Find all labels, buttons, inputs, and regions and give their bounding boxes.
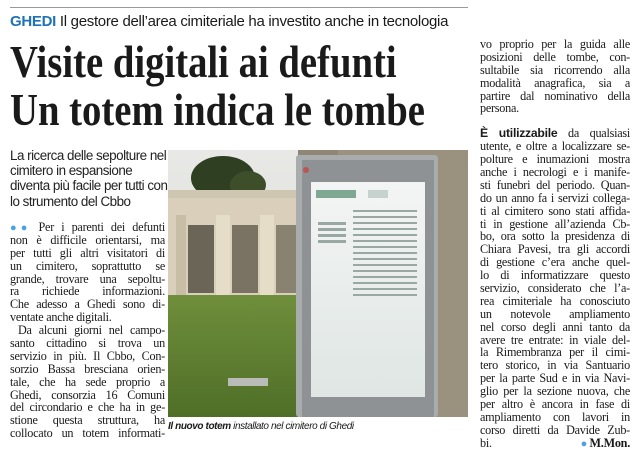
text-line: del circondario e che ha in ge- <box>10 400 165 415</box>
text-line-content: Per i parenti dei defunti <box>38 220 165 234</box>
text-line: collocato un totem informati- <box>10 426 165 441</box>
text-line: Che adesso a Ghedi sono di- <box>10 297 165 312</box>
kicker-text: Il gestore dell’area cimiteriale ha investito anche in tecnologia <box>59 13 449 30</box>
text-line: santo cittadino si trova un <box>10 336 165 351</box>
text-line: anche i necrologi e i manife- <box>480 165 630 180</box>
text-line: persona. <box>480 101 519 116</box>
text-line: utente, e oltre a localizzare se- <box>480 139 630 154</box>
caption-bold: Il nuovo totem <box>168 421 231 432</box>
text-line: tale, che ha sede proprio a <box>10 374 165 389</box>
text-line: nel corso degli anni tanto da <box>480 319 630 334</box>
caption-text: installato nel cimitero di Ghedi <box>233 421 354 432</box>
text-line: bo, ora sotto la presidenza di <box>480 229 630 244</box>
text-line: tero storico, in via Santuario <box>480 358 630 373</box>
text-line: di gestione c’era anche quel- <box>480 255 630 270</box>
kicker <box>10 13 448 30</box>
text-line: do un anno fa i servizi collega- <box>480 190 630 205</box>
text-line: ti in gestione all’azienda Cb- <box>480 216 630 231</box>
lead-in: È utilizzabile <box>480 126 558 141</box>
headline-line-1: Visite digitali ai defunti <box>10 37 397 87</box>
totem-photo-illustration <box>168 150 468 417</box>
text-line: per la parte Sud e in via Navi- <box>480 371 630 386</box>
top-rule <box>10 7 468 8</box>
text-line: posizioni delle tombe, con- <box>480 49 630 64</box>
headline-line-2: Un totem indica le tombe <box>10 85 425 135</box>
text-line: partire dal nominativo della <box>480 88 630 103</box>
text-line: avere tre entrate: in viale del- <box>480 332 630 347</box>
author-signature <box>581 437 630 451</box>
text-line: polture e inumazioni mostra <box>480 152 630 167</box>
text-line: sti funebri del periodo. Quan- <box>480 177 630 192</box>
text-line: ti al cimitero sono stati affida- <box>480 203 630 218</box>
text-line: vo proprio per la guida alle <box>480 37 630 51</box>
kicker-place: GHEDI <box>10 13 57 30</box>
deck: La ricerca delle sepolture nel cimitero in espansione diventa più facile per tutti con lo strumento del Cbbo <box>10 148 168 209</box>
text-line: per altro è ancora in fase di <box>480 397 630 412</box>
text-line: grande, trovare una sepoltu- <box>10 271 165 286</box>
text-line-content: bi. <box>480 435 492 450</box>
bullet-icon: ●● <box>10 222 39 234</box>
text-line: rea cimiteriale ha conosciuto <box>480 293 630 308</box>
text-line: non è difficile orientarsi, ma <box>10 232 165 247</box>
text-line: sorzio Bassa bresciana orien- <box>10 361 165 376</box>
text-line: stione questa struttura, ha <box>10 413 165 428</box>
text-line: ampliamento con lavori in <box>480 409 630 424</box>
text-line <box>10 221 165 234</box>
text-line: lo di informatizzare questo <box>480 268 630 283</box>
text-line: ra richiede informazioni. <box>10 284 165 299</box>
text-line <box>480 437 630 450</box>
left-column <box>10 221 165 440</box>
signature-text: M.Mon. <box>589 435 630 450</box>
right-column <box>480 38 630 451</box>
text-line: corso diretti da Davide Zub- <box>480 422 630 437</box>
headline <box>10 38 425 134</box>
text-line: ventate anche digitali. <box>10 310 112 325</box>
text-line: Ghedi, consorzia 16 Comuni <box>10 387 165 402</box>
text-line: modalità anagrafica, sia a <box>480 75 630 90</box>
text-line: sultabile sia ricorrendo alla <box>480 62 630 77</box>
text-line: Chiara Pavesi, tra gli accordi <box>480 242 630 257</box>
text-line: Da alcuni giorni nel campo- <box>18 323 165 338</box>
bullet-icon: ● <box>580 437 590 450</box>
text-line: la Rimembranza per il cimi- <box>480 345 630 360</box>
photo-totem <box>168 150 468 417</box>
text-line: per tutti gli altri visitatori di <box>10 245 165 260</box>
text-line: servizio, considerato che l’a- <box>480 281 630 296</box>
text-line: glio per la sezione nuova, che <box>480 384 630 399</box>
text-line-content: da qualsiasi <box>568 126 631 141</box>
text-line: un notevole ampliamento <box>480 306 630 321</box>
text-line: un cimitero, soprattutto se <box>10 258 165 273</box>
text-line: servizio in più. Il Cbbo, Con- <box>10 348 165 363</box>
photo-caption <box>168 421 354 432</box>
